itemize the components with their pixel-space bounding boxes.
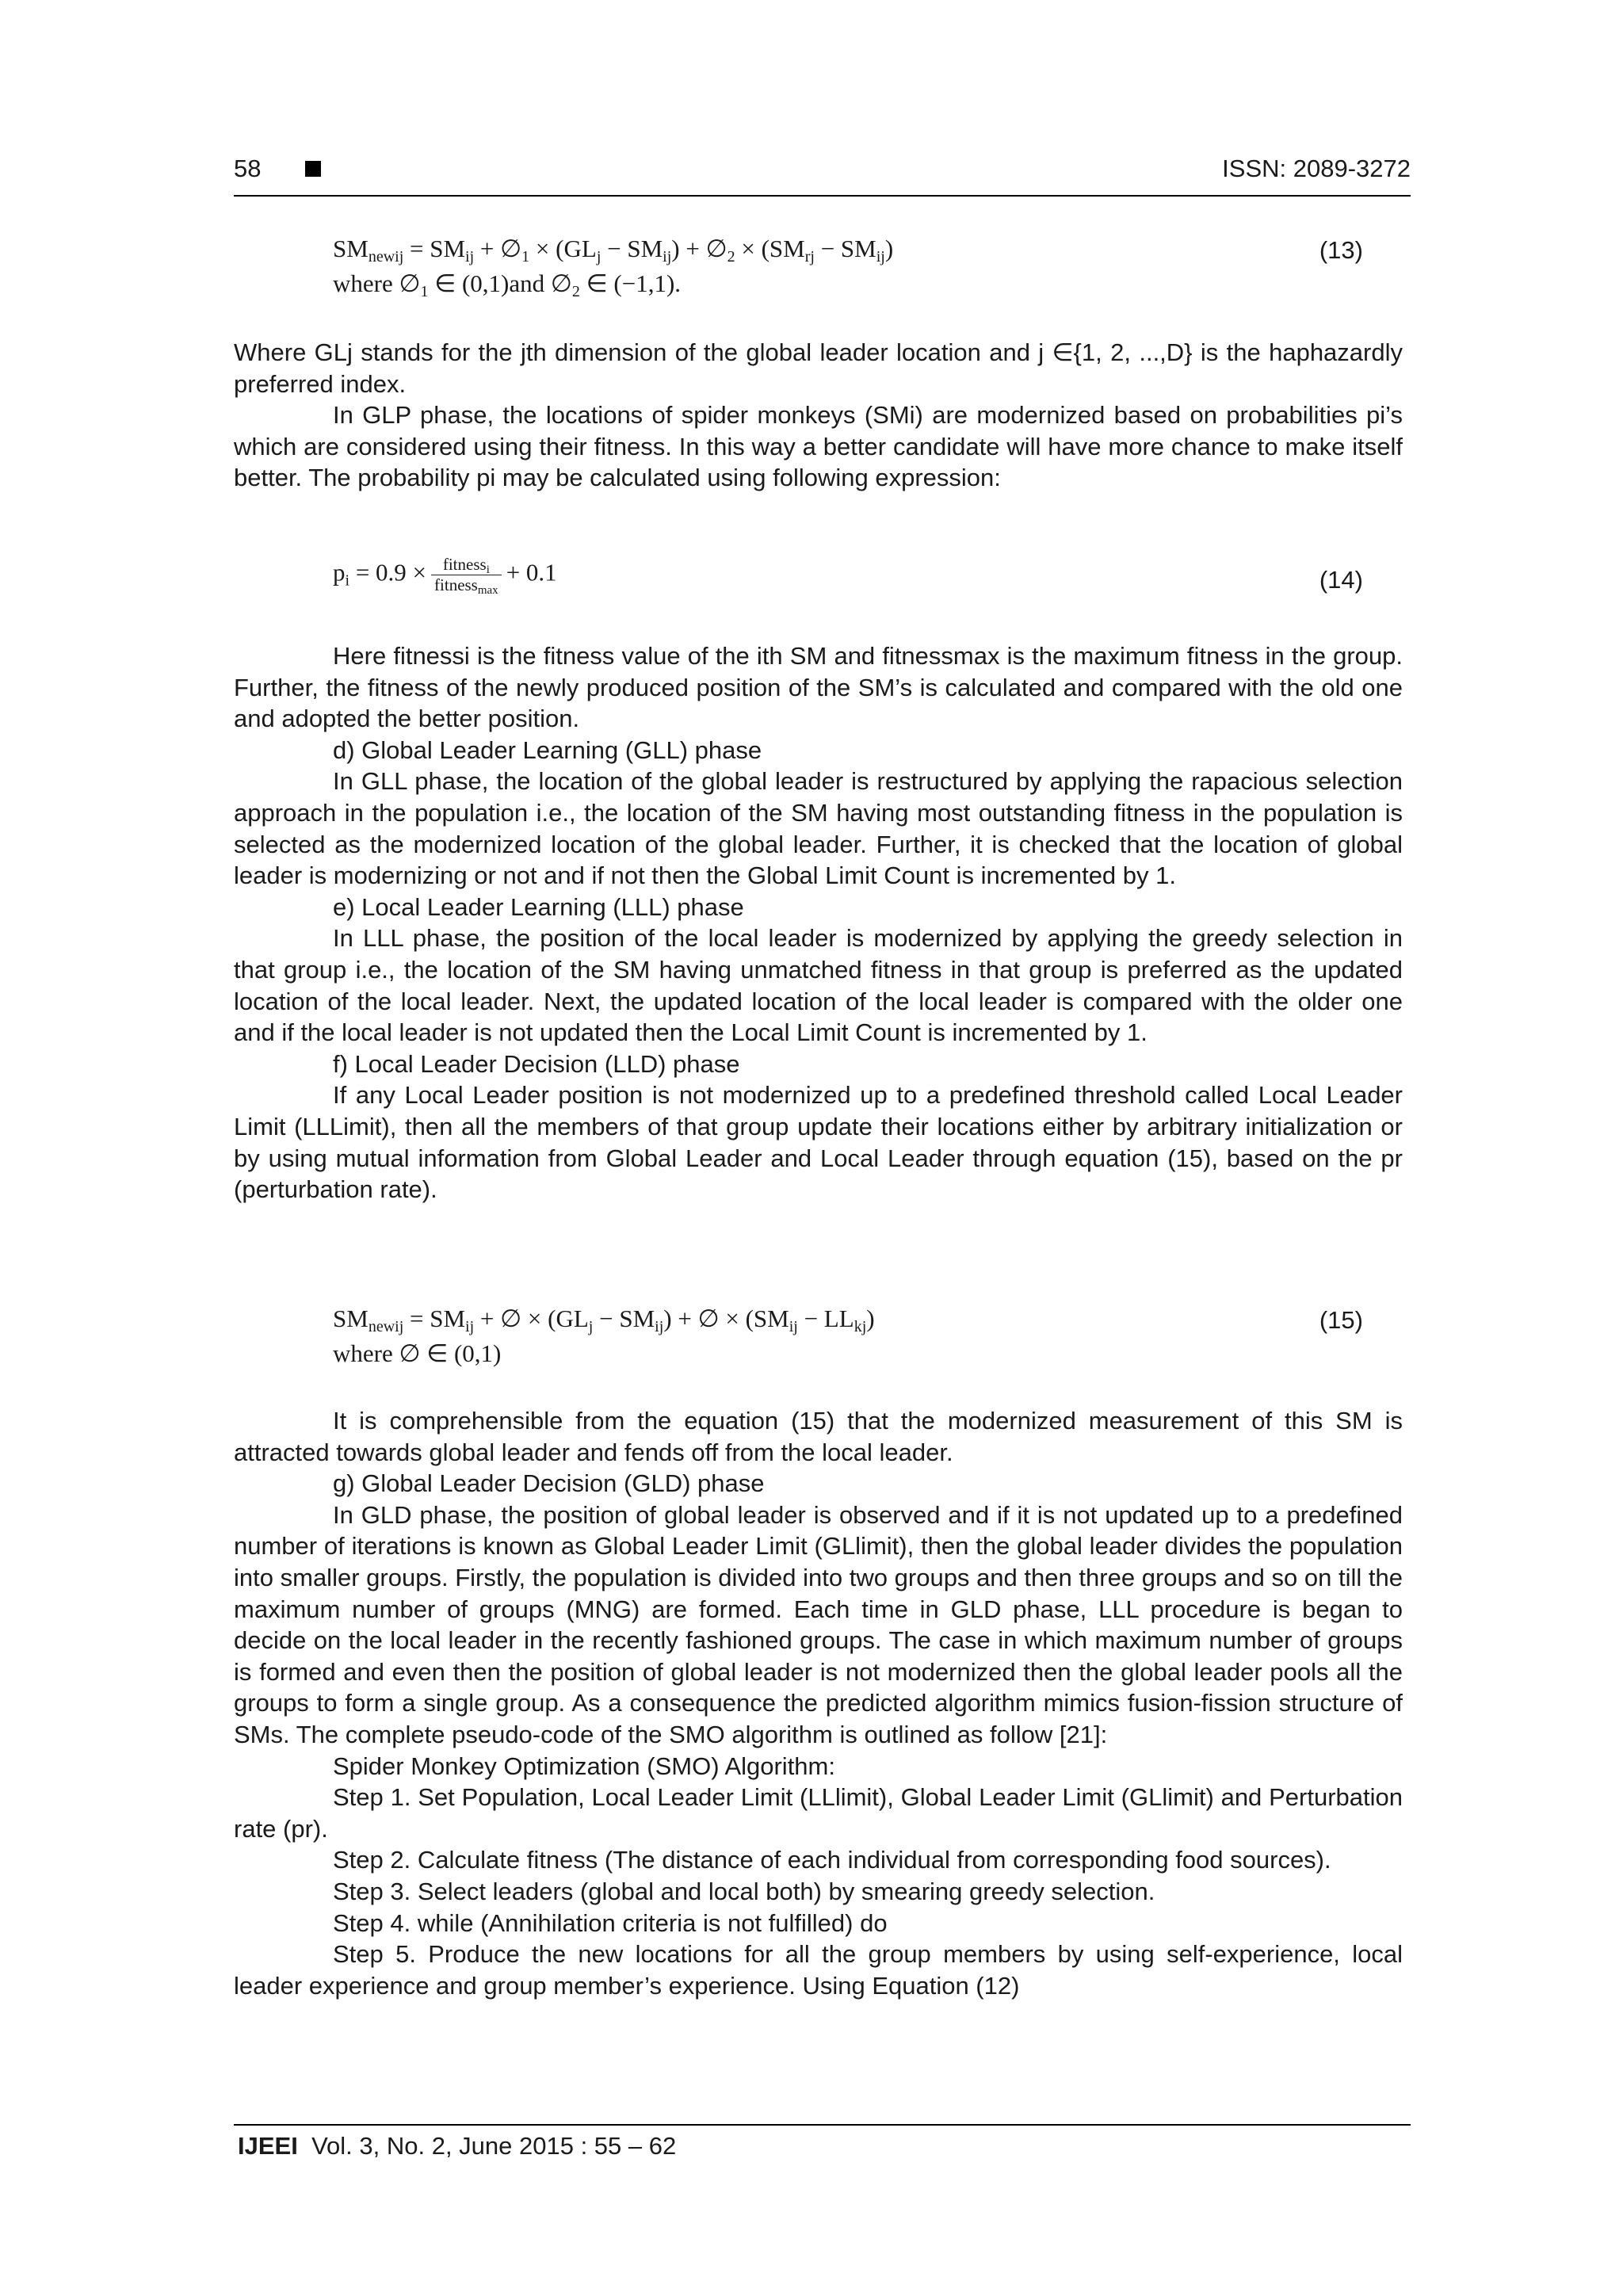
page-number: 58 [234, 155, 262, 182]
footer-rule [234, 2124, 1411, 2126]
paragraph-gl-definition: Where GLj stands for the jth dimension of the global leader location and j ∈{1, 2, ...,D} is the haphazardly preferred index. [234, 338, 1403, 398]
paragraph-gll-phase: In GLL phase, the location of the global leader is restructured by applying the rapacious selection approach in the population i.e., the location of the SM having most outstanding fitness in the population is selected as the modernized location of the global leader. Further, it is checked that the location of global leader is modernizing or not and if not then the Global Limit Count is incremented by 1. [234, 767, 1403, 890]
paragraph-gld-phase: In GLD phase, the position of global leader is observed and if it is not updated up to a predefined number of iterations is known as Global Leader Limit (GLlimit), then the global leader divides the population into smaller groups. Firstly, the population is divided into two groups and then three groups and so on till the maximum number of groups (MNG) are formed. Each time in GLD phase, LLL procedure is began to decide on the local leader in the recently fashioned groups. The case in which maximum number of groups is formed and even then the position of global leader is not modernized then the global leader pools all the groups to form a single group. As a consequence the predicted algorithm mimics fusion-fission structure of SMs. The complete pseudo-code of the SMO algorithm is outlined as follow [21]: [234, 1500, 1403, 1748]
algorithm-step-4: Step 4. while (Annihilation criteria is not fulfilled) do [333, 1908, 888, 1937]
square-bullet-icon [305, 161, 321, 177]
fraction: $\frac{fitness_i}{fitness_{max}}$ [431, 555, 502, 595]
citation-info: Vol. 3, No. 2, June 2015 : 55 – 62 [311, 2132, 677, 2160]
equation-15-number: (15) [1319, 1306, 1363, 1334]
paragraph-fitness: Here fitnessi is the fitness value of the ith SM and fitnessmax is the maximum fitness in the group. Further, the fitness of the newly produced position of the SM’s is calculated and compared with the old one and adopted the better position. [234, 642, 1403, 733]
page-footer [238, 2132, 676, 2160]
equation-14-number: (14) [1319, 566, 1363, 594]
heading-gld-phase: g) Global Leader Decision (GLD) phase [333, 1469, 765, 1498]
journal-name: IJEEI [238, 2132, 298, 2160]
paragraph-lld-phase: If any Local Leader position is not modernized up to a predefined threshold called Local Leader Limit (LLLimit), then all the members of that group update their locations either by arbitrary initialization or by using mutual information from Global Leader and Local Leader through equation (15), based on the pr (perturbation rate). [234, 1081, 1403, 1204]
equation-14-main: $p_i = 0.9$ × $\frac{fitness_i}{fitness_{max}}$ + 0.1 [333, 555, 557, 597]
equation-13-where: where $\emptyset_1$ ∈ (0,1)and $\emptyset_2$ ∈ (−1,1). [333, 269, 682, 300]
paragraph-lll-phase: In LLL phase, the position of the local leader is modernized by applying the greedy selection in that group i.e., the location of the SM having unmatched fitness in that group is preferred as the updated location of the local leader. Next, the updated location of the local leader is compared with the older one and if the local leader is not updated then the Local Limit Count is incremented by 1. [234, 924, 1403, 1047]
equation-13-main: $SM_{newij} = SM_{ij}$ + $\emptyset_1 \times (GL_j - SM_{ij})$ + $\emptyset_2 \times (SM_{rj} - SM_{ij})$ [333, 235, 894, 266]
page-header [234, 155, 1411, 196]
algorithm-step-2: Step 2. Calculate fitness (The distance of each individual from corresponding food sources). [333, 1846, 1331, 1874]
paragraph-glp-phase: In GLP phase, the locations of spider monkeys (SMi) are modernized based on probabilities pi’s which are considered using their fitness. In this way a better candidate will have more chance to make itself better. The probability pi may be calculated using following expression: [234, 401, 1403, 492]
equation-15-where: where ∅ ∈ (0,1) [333, 1339, 502, 1367]
paragraph-equation-15-comment: It is comprehensible from the equation (15) that the modernized measurement of this SM is attracted towards global leader and fends off from the local leader. [234, 1407, 1403, 1466]
equation-13-number: (13) [1319, 236, 1363, 264]
algorithm-step-1: Step 1. Set Population, Local Leader Limit (LLlimit), Global Leader Limit (GLlimit) and Perturbation rate (pr). [234, 1783, 1403, 1843]
equation-13 [333, 230, 1363, 309]
equation-15 [333, 1300, 1363, 1379]
equation-15-main: $SM_{newij} = SM_{ij}$ + ∅ × $(GL_j - SM_{ij})$ + ∅ × $(SM_{ij} - LL_{kj})$ [333, 1305, 875, 1335]
issn-label: ISSN: 2089-3272 [1222, 155, 1411, 182]
algorithm-step-3: Step 3. Select leaders (global and local both) by smearing greedy selection. [333, 1877, 1155, 1905]
equation-14 [333, 555, 1363, 610]
text-block-2 [234, 640, 1403, 1205]
heading-lll-phase: e) Local Leader Learning (LLL) phase [333, 892, 744, 921]
text-block-3 [234, 1405, 1403, 2001]
algorithm-step-5: Step 5. Produce the new locations for all the group members by using self-experience, local leader experience and group member’s experience. Using Equation (12) [234, 1940, 1403, 2000]
text-block-1 [234, 337, 1403, 494]
heading-lld-phase: f) Local Leader Decision (LLD) phase [333, 1049, 740, 1078]
heading-gll-phase: d) Global Leader Learning (GLL) phase [333, 735, 762, 764]
algorithm-title: Spider Monkey Optimization (SMO) Algorithm: [333, 1752, 835, 1780]
header-rule [234, 195, 1411, 197]
